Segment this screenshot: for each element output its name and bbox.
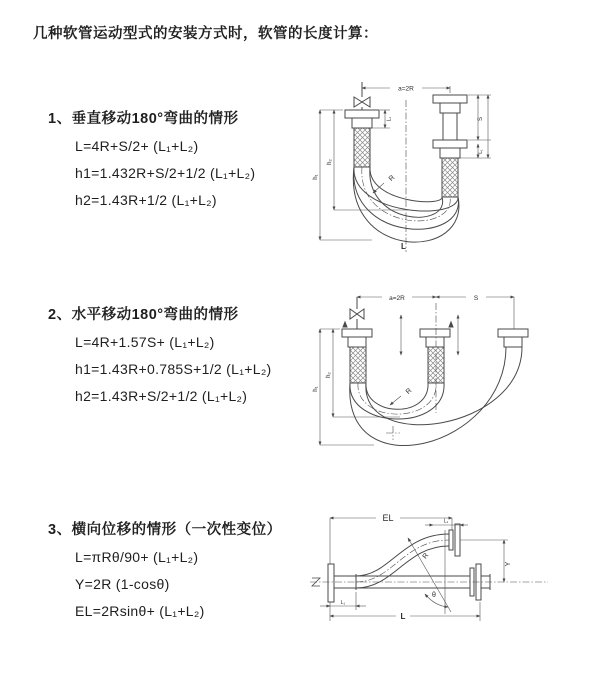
vertical-movement-180-bend-diagram [310, 70, 588, 265]
left-braided-hose [350, 347, 366, 383]
dim-label-y: Y [505, 561, 512, 567]
section-horizontal-movement [48, 303, 272, 415]
dim-label-a2r: a=2R [389, 295, 405, 302]
left-flange [328, 564, 334, 602]
vertical-movement-180-bend-drawing [310, 70, 588, 265]
dim-label-s: S [473, 295, 479, 302]
dim-label-l1-top: L₁ [443, 518, 449, 525]
section-1-formula-h1: h1=1.432R+S/2+1/2 (L₁+L₂) [75, 165, 256, 181]
dim-label-h1: h₁ [313, 386, 319, 392]
centerlines [362, 86, 450, 252]
section-3-formula-EL: EL=2Rsinθ+ (L₁+L₂) [75, 603, 205, 619]
dimension-lines [320, 85, 491, 240]
length-label: L [401, 242, 406, 251]
dim-label-l1-left: L₁ [386, 116, 393, 122]
right-braided-hose [442, 158, 458, 197]
up-arrow-middle [449, 322, 453, 327]
dim-label-h2: h₂ [327, 159, 333, 165]
section-1-heading: 1、垂直移动180°弯曲的情形 [48, 111, 239, 127]
horizontal-movement-180-bend-diagram [308, 283, 598, 455]
upper-flange [455, 524, 460, 556]
length-label: L [400, 612, 406, 621]
left-flange [342, 329, 372, 337]
valve-icon [354, 97, 370, 107]
left-braided-hose [354, 128, 370, 167]
angle-theta-label: θ [432, 592, 436, 599]
valve-icon [350, 309, 364, 319]
dim-label-h2: h₂ [326, 372, 332, 378]
dim-label-el: EL [382, 513, 394, 523]
left-flange [345, 110, 379, 118]
dimension-lines [320, 518, 508, 621]
section-2-formula-L: L=4R+1.57S+ (L₁+L₂) [75, 334, 215, 350]
dimension-lines [320, 297, 514, 445]
section-1-formula-L: L=4R+S/2+ (L₁+L₂) [75, 138, 199, 154]
radius-label: R [387, 174, 397, 183]
middle-braided-hose [428, 347, 444, 383]
section-2-formula-h2: h2=1.43R+S/2+1/2 (L₁+L₂) [75, 388, 248, 404]
section-1-formula-h2: h2=1.43R+1/2 (L₁+L₂) [75, 192, 217, 208]
right-flange [498, 329, 528, 337]
section-vertical-movement [48, 107, 255, 219]
middle-flange [420, 329, 450, 337]
section-3-heading: 3、横向位移的情形（一次性变位） [48, 522, 282, 538]
dim-label-l1-bottom: L₁ [340, 600, 346, 606]
right-upper-flange [433, 95, 467, 103]
radius-label: R [404, 387, 414, 396]
hose-s-curve [312, 524, 490, 602]
page-title: 几种软管运动型式的安装方式时，软管的长度计算： [33, 26, 378, 42]
section-2-heading: 2、水平移动180°弯曲的情形 [48, 307, 239, 323]
section-3-formula-Y: Y=2R (1-cosθ) [75, 576, 170, 592]
section-2-formula-h1: h1=1.43R+0.785S+1/2 (L₁+L₂) [75, 361, 272, 377]
dim-label-a2r: a=2R [398, 85, 414, 93]
section-3-formula-L: L=πRθ/90+ (L₁+L₂) [75, 549, 199, 565]
lateral-displacement-diagram [308, 506, 593, 648]
hose-u-shapes [342, 297, 528, 446]
dim-label-h1: h₁ [313, 174, 319, 180]
construction-lines [408, 530, 451, 614]
radius-label: R [421, 552, 431, 561]
section-lateral-displacement [48, 518, 282, 630]
right-lower-flange [433, 140, 467, 148]
lateral-displacement-drawing [308, 506, 593, 648]
up-arrow-left [343, 322, 347, 327]
dim-label-s: S [478, 116, 484, 122]
dim-label-l1-right: L₁ [478, 149, 484, 154]
horizontal-movement-180-bend-drawing [308, 283, 598, 455]
